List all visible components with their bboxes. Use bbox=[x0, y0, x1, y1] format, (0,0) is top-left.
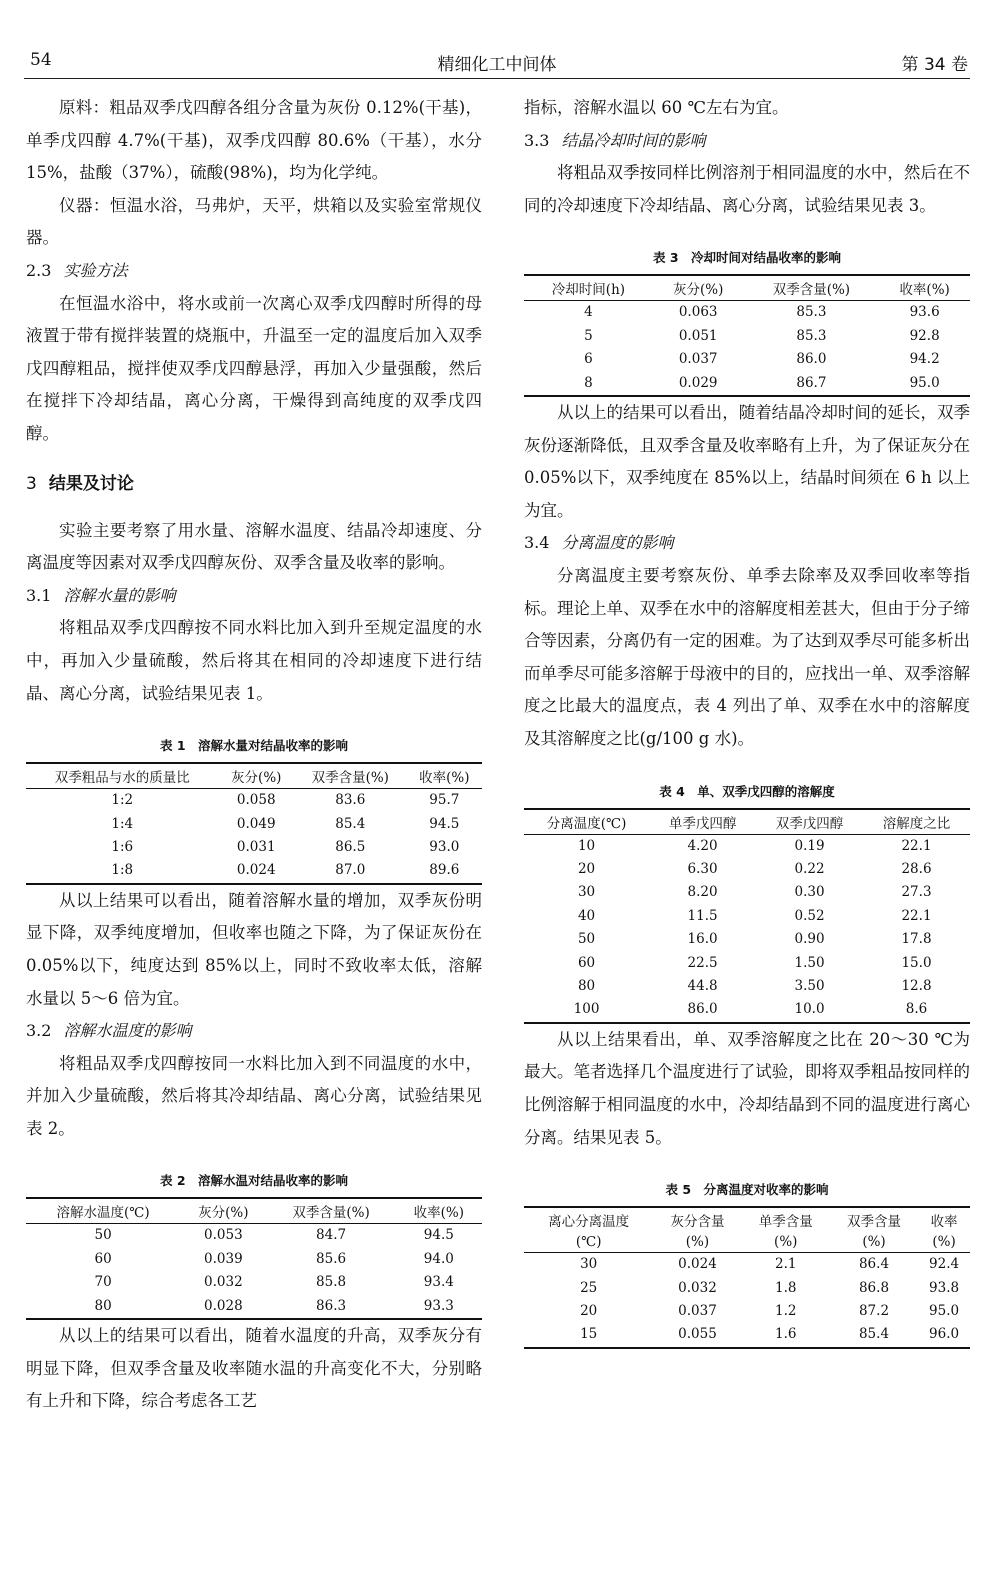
section-paragraph: 从以上的结果可以看出，随着结晶冷却时间的延长，双季灰份逐渐降低，且双季含量及收率略有上升，为了保证灰分在 0.05%以下，双季纯度在 85%以上，结晶时间须在 6 h 以上为宜。 bbox=[524, 403, 970, 520]
table-cell: 6.30 bbox=[687, 860, 718, 877]
table-cell: 85.8 bbox=[316, 1274, 347, 1291]
table-cell: 1:6 bbox=[111, 838, 134, 855]
table-cell: 87.2 bbox=[858, 1302, 890, 1319]
table-cell: 50 bbox=[94, 1227, 112, 1244]
table-cell: 85.3 bbox=[796, 327, 827, 344]
data-table bbox=[26, 762, 482, 885]
table-header-cell: 收率(%) bbox=[879, 275, 970, 301]
table-cell: 1.50 bbox=[794, 954, 825, 971]
table-header-cell: 离心分离温度 bbox=[524, 1207, 653, 1232]
table-header-cell: 收率 bbox=[918, 1207, 970, 1232]
table-row bbox=[26, 813, 482, 836]
table-cell: 0.055 bbox=[653, 1323, 741, 1347]
table-cell: 85.6 bbox=[316, 1250, 347, 1267]
table-header-cell: 灰分(%) bbox=[219, 763, 294, 789]
table-header-cell: 单季含量 bbox=[742, 1207, 830, 1232]
table-header-cell: 溶解度之比 bbox=[863, 809, 970, 835]
table-cell: 50 bbox=[577, 931, 596, 948]
table-cell: 0.039 bbox=[204, 1250, 243, 1267]
table-header-cell: 收率(%) bbox=[407, 763, 482, 789]
table-header-cell: 灰分(%) bbox=[180, 1198, 266, 1224]
table-cell: 0.032 bbox=[204, 1274, 243, 1291]
table-header-cell: 灰分(%) bbox=[653, 275, 744, 301]
table-row bbox=[524, 1300, 970, 1323]
table-row bbox=[524, 881, 970, 904]
table-cell: 1:8 bbox=[26, 859, 219, 883]
table-cell: 15.0 bbox=[901, 954, 932, 971]
table-header-cell: 分离温度(℃) bbox=[524, 809, 649, 835]
table-caption: 表 3 冷却时间对结晶收率的影响 bbox=[652, 250, 842, 266]
table-cell: 10.0 bbox=[756, 998, 863, 1022]
table-cell: 25 bbox=[580, 1279, 598, 1296]
section-paragraph: 从以上结果可以看出，随着溶解水量的增加，双季灰份明显下降，双季纯度增加，但收率也随之下降，为了保证灰份在 0.05%以下，纯度达到 85%以上，同时不致收率太低，溶解水量以 5～6 倍为宜。 bbox=[26, 890, 482, 1008]
page-header bbox=[24, 46, 970, 79]
table-row bbox=[524, 301, 970, 325]
table-caption: 表 5 分离温度对收率的影响 bbox=[665, 1182, 829, 1198]
table-cell: 3.50 bbox=[794, 977, 825, 994]
section-heading: 3.1 溶解水量的影响 bbox=[26, 585, 176, 605]
table-cell: 8.20 bbox=[687, 884, 718, 901]
table-caption: 表 4 单、双季戊四醇的溶解度 bbox=[659, 783, 835, 799]
section-heading: 3.3 结晶冷却时间的影响 bbox=[524, 130, 706, 150]
table-cell: 60 bbox=[577, 954, 596, 971]
table-cell: 0.029 bbox=[653, 372, 744, 396]
table-cell: 95.7 bbox=[429, 792, 460, 809]
section-heading: 2.3 实验方法 bbox=[26, 260, 128, 280]
table-cell: 94.5 bbox=[429, 815, 460, 832]
volume-label: 第 34 卷 bbox=[901, 55, 968, 75]
table-cell: 93.8 bbox=[929, 1279, 960, 1296]
data-table bbox=[524, 808, 970, 1024]
table-cell: 96.0 bbox=[918, 1323, 970, 1347]
instruments-paragraph: 仪器：恒温水浴，马弗炉，天平，烘箱以及实验室常规仪器。 bbox=[26, 195, 482, 248]
table-header-cell: 双季含量(%) bbox=[744, 275, 880, 301]
table-cell: 20 bbox=[577, 860, 596, 877]
table-cell: 86.7 bbox=[744, 372, 880, 396]
table-header-cell: 冷却时间(h) bbox=[524, 275, 653, 301]
table-cell: 93.3 bbox=[396, 1295, 482, 1319]
table-cell: 0.30 bbox=[794, 884, 825, 901]
table-cell: 80 bbox=[26, 1295, 180, 1319]
section-paragraph: 分离温度主要考察灰份、单季去除率及双季回收率等指标。理论上单、双季在水中的溶解度相差甚大，但由于分子缔合等因素，分离仍有一定的困难。为了达到双季尽可能多析出而单季尽可能多溶解于母液中的目的，应找出一单、双季溶解度之比最大的温度点，表 4 列出了单、双季在水中的溶解度及其溶解度之比(g/100 g 水)。 bbox=[524, 565, 970, 748]
table-row bbox=[524, 1253, 970, 1277]
table-row bbox=[26, 859, 482, 883]
table-cell: 1:4 bbox=[111, 815, 134, 832]
data-table bbox=[26, 1197, 482, 1320]
table-cell: 0.024 bbox=[219, 859, 294, 883]
table-cell: 86.5 bbox=[335, 838, 366, 855]
table-row bbox=[524, 975, 970, 998]
table-cell: 94.2 bbox=[909, 351, 940, 368]
materials-paragraph: 原料：粗品双季戊四醇各组分含量为灰份 0.12%(干基)，单季戊四醇 4.7%(干基)，双季戊四醇 80.6%（干基），水分 15%，盐酸（37%），硫酸(98%)，均为化学纯。 bbox=[26, 98, 482, 183]
table-header-cell: 溶解水温度(℃) bbox=[26, 1198, 180, 1224]
table-cell: 0.028 bbox=[180, 1295, 266, 1319]
table-cell: 93.0 bbox=[429, 838, 460, 855]
table-cell: 0.049 bbox=[236, 815, 276, 832]
table-cell: 0.024 bbox=[678, 1256, 717, 1273]
table-cell: 0.037 bbox=[678, 1302, 717, 1319]
table-cell: 0.52 bbox=[794, 907, 825, 924]
table-cell: 4.20 bbox=[687, 837, 718, 854]
table-cell: 0.22 bbox=[794, 860, 825, 877]
page-number: 54 bbox=[30, 50, 52, 70]
table-row bbox=[524, 1323, 970, 1347]
table-cell: 85.3 bbox=[796, 304, 827, 321]
table-cell: 94.0 bbox=[423, 1250, 454, 1267]
table-row bbox=[26, 789, 482, 813]
continued-paragraph: 指标，溶解水温以 60 ℃左右为宜。 bbox=[524, 98, 789, 117]
table-row bbox=[524, 372, 970, 396]
table-row bbox=[26, 1224, 482, 1248]
journal-title: 精细化工中间体 bbox=[437, 55, 557, 75]
table-cell: 1.2 bbox=[775, 1302, 797, 1319]
table-row bbox=[524, 928, 970, 951]
table-header-cell: 收率(%) bbox=[396, 1198, 482, 1224]
table-cell: 80 bbox=[577, 977, 596, 994]
table-cell: 95.0 bbox=[879, 372, 970, 396]
section-paragraph: 将粗品双季戊四醇按同一水料比加入到不同温度的水中，并加入少量硫酸，然后将其冷却结晶、离心分离，试验结果见表 2。 bbox=[26, 1053, 482, 1138]
table-cell: 86.3 bbox=[267, 1295, 396, 1319]
table-cell: 8.6 bbox=[863, 998, 970, 1022]
table-cell: 22.1 bbox=[901, 907, 932, 924]
data-table bbox=[524, 1206, 970, 1349]
table-cell: 17.8 bbox=[901, 931, 932, 948]
table-header-cell: 单季戊四醇 bbox=[649, 809, 756, 835]
table-cell: 27.3 bbox=[901, 884, 932, 901]
table-header-cell: 双季含量(%) bbox=[267, 1198, 396, 1224]
table-cell: 85.4 bbox=[335, 815, 366, 832]
table-cell: 93.4 bbox=[423, 1274, 454, 1291]
table-cell: 0.90 bbox=[794, 931, 825, 948]
table-caption: 表 1 溶解水量对结晶收率的影响 bbox=[159, 738, 349, 754]
table-row bbox=[524, 905, 970, 928]
table-cell: 4 bbox=[584, 304, 593, 321]
table-cell: 2.1 bbox=[775, 1256, 797, 1273]
table-cell: 60 bbox=[94, 1250, 112, 1267]
table-header-unit-cell: (%) bbox=[742, 1232, 830, 1253]
table-row bbox=[26, 836, 482, 859]
table-cell: 11.5 bbox=[687, 907, 718, 924]
table-cell: 92.4 bbox=[929, 1256, 960, 1273]
table-row bbox=[26, 1295, 482, 1319]
results-intro-paragraph: 实验主要考察了用水量、溶解水温度、结晶冷却速度、分离温度等因素对双季戊四醇灰份、双季含量及收率的影响。 bbox=[26, 520, 482, 573]
table-cell: 84.7 bbox=[316, 1227, 347, 1244]
table-cell: 6 bbox=[584, 351, 593, 368]
table-cell: 85.4 bbox=[830, 1323, 918, 1347]
section-heading: 3.2 溶解水温度的影响 bbox=[26, 1021, 192, 1041]
table-row bbox=[524, 998, 970, 1022]
table-cell: 89.6 bbox=[407, 859, 482, 883]
table-row bbox=[524, 834, 970, 858]
table-cell: 1.8 bbox=[775, 1279, 797, 1296]
table-cell: 15 bbox=[524, 1323, 653, 1347]
method-paragraph: 在恒温水浴中，将水或前一次离心双季戊四醇时所得的母液置于带有搅拌装置的烧瓶中，升温至一定的温度后加入双季戊四醇粗品，搅拌使双季戊四醇悬浮，再加入少量强酸，然后在搅拌下冷却结晶，离心分离，干燥得到高纯度的双季戊四醇。 bbox=[26, 293, 482, 443]
table-cell: 44.8 bbox=[687, 977, 718, 994]
table-cell: 94.5 bbox=[423, 1227, 454, 1244]
table-header-unit-cell: (℃) bbox=[524, 1232, 653, 1253]
table-header-cell: 双季含量(%) bbox=[294, 763, 407, 789]
table-cell: 95.0 bbox=[929, 1302, 960, 1319]
data-table bbox=[524, 274, 970, 397]
major-section-heading: 3 结果及讨论 bbox=[26, 473, 134, 494]
table-cell: 12.8 bbox=[901, 977, 932, 994]
table-row bbox=[524, 1277, 970, 1300]
table-cell: 22.1 bbox=[901, 837, 932, 854]
table-cell: 92.8 bbox=[909, 327, 940, 344]
table-cell: 28.6 bbox=[901, 860, 932, 877]
table-cell: 1.6 bbox=[742, 1323, 830, 1347]
section-heading: 3.4 分离温度的影响 bbox=[524, 533, 674, 553]
table-cell: 0.031 bbox=[236, 838, 276, 855]
right-column bbox=[524, 92, 970, 1349]
table-cell: 30 bbox=[580, 1256, 598, 1273]
table-row bbox=[26, 1248, 482, 1271]
table-cell: 1:2 bbox=[111, 792, 134, 809]
table-cell: 93.6 bbox=[909, 304, 940, 321]
table-cell: 70 bbox=[94, 1274, 112, 1291]
table-row bbox=[26, 1271, 482, 1294]
table-cell: 10 bbox=[577, 837, 596, 854]
table-cell: 0.032 bbox=[678, 1279, 717, 1296]
left-column bbox=[26, 92, 482, 1418]
section-paragraph: 从以上结果看出，单、双季溶解度之比在 20～30 ℃为最大。笔者选择几个温度进行了试验，即将双季粗品按同样的比例溶解于相同温度的水中，冷却结晶到不同的温度进行离心分离。结果见表 5。 bbox=[524, 1029, 970, 1147]
table-header-cell: 双季戊四醇 bbox=[756, 809, 863, 835]
table-cell: 86.8 bbox=[858, 1279, 890, 1296]
table-cell: 100 bbox=[524, 998, 649, 1022]
table-cell: 0.063 bbox=[678, 304, 718, 321]
table-cell: 0.19 bbox=[794, 837, 825, 854]
table-header-cell: 灰分含量 bbox=[653, 1207, 741, 1232]
table-cell: 83.6 bbox=[335, 792, 366, 809]
table-cell: 5 bbox=[584, 327, 593, 344]
table-cell: 87.0 bbox=[294, 859, 407, 883]
table-cell: 8 bbox=[524, 372, 653, 396]
table-header-unit-cell: (%) bbox=[918, 1232, 970, 1253]
table-cell: 20 bbox=[580, 1302, 598, 1319]
table-cell: 30 bbox=[577, 884, 596, 901]
table-row bbox=[524, 348, 970, 371]
table-row bbox=[524, 952, 970, 975]
section-paragraph: 将粗品双季戊四醇按不同水料比加入到升至规定温度的水中，再加入少量硫酸，然后将其在相同的冷却速度下进行结晶、离心分离，试验结果见表 1。 bbox=[26, 618, 482, 703]
table-cell: 40 bbox=[577, 907, 596, 924]
table-row bbox=[524, 858, 970, 881]
table-cell: 16.0 bbox=[687, 931, 718, 948]
section-paragraph: 将粗品双季按同样比例溶剂于相同温度的水中，然后在不同的冷却速度下冷却结晶、离心分离，试验结果见表 3。 bbox=[524, 163, 970, 215]
table-row bbox=[524, 325, 970, 348]
table-cell: 0.051 bbox=[678, 327, 718, 344]
section-paragraph: 从以上的结果可以看出，随着水温度的升高，双季灰分有明显下降，但双季含量及收率随水温的升高变化不大，分别略有上升和下降，综合考虑各工艺 bbox=[26, 1326, 482, 1411]
table-header-unit-cell: (%) bbox=[653, 1232, 741, 1253]
table-cell: 86.0 bbox=[796, 351, 827, 368]
table-header-cell: 双季粗品与水的质量比 bbox=[26, 763, 219, 789]
table-header-unit-cell: (%) bbox=[830, 1232, 918, 1253]
table-cell: 0.053 bbox=[204, 1227, 243, 1244]
table-cell: 86.0 bbox=[649, 998, 756, 1022]
table-cell: 86.4 bbox=[858, 1256, 890, 1273]
table-cell: 0.037 bbox=[678, 351, 718, 368]
table-header-cell: 双季含量 bbox=[830, 1207, 918, 1232]
table-cell: 0.058 bbox=[236, 792, 276, 809]
table-cell: 22.5 bbox=[687, 954, 718, 971]
table-caption: 表 2 溶解水温对结晶收率的影响 bbox=[159, 1173, 349, 1189]
